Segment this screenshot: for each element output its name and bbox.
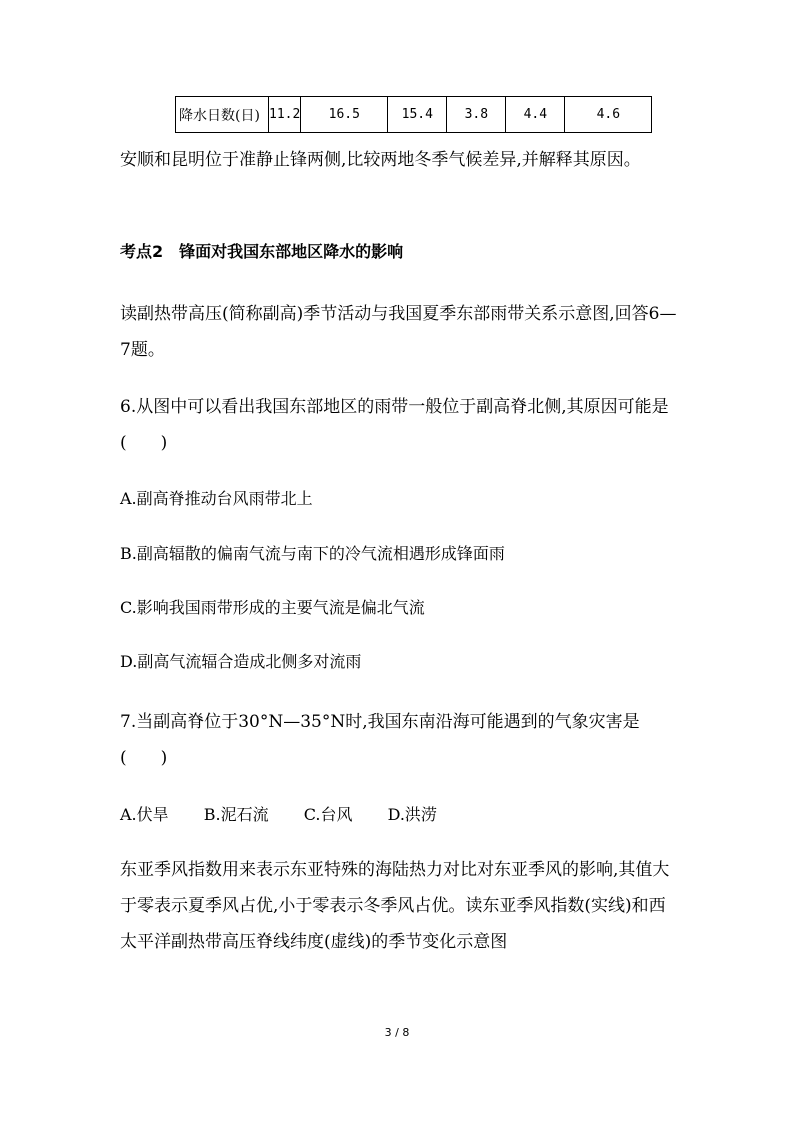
question-anshun: 安顺和昆明位于准静止锋两侧,比较两地冬季气候差异,并解释其原因。 [120, 150, 641, 170]
question-6-option-b: B.副高辐散的偏南气流与南下的冷气流相遇形成锋面雨 [120, 544, 505, 563]
monsoon-intro: 东亚季风指数用来表示东亚特殊的海陆热力对比对东亚季风的影响,其值大于零表示夏季风占优,小于零表示冬季风占优。读东亚季风指数(实线)和西太平洋副热带高压脊线纬度(虚线)的季节变化示意图 [120, 860, 670, 952]
table-row-label: 降水日数(日) [176, 97, 269, 133]
page-number: 3 / 8 [384, 1026, 410, 1039]
table-row [176, 97, 652, 133]
question-6-option-d: D.副高气流辐合造成北侧多对流雨 [120, 652, 362, 671]
question-6-stem: 6.从图中可以看出我国东部地区的雨带一般位于副高脊北侧,其原因可能是 ( ) [120, 397, 686, 453]
table-cell: 4.6 [565, 97, 652, 133]
table-cell: 3.8 [447, 97, 506, 133]
question-6-option-c: C.影响我国雨带形成的主要气流是偏北气流 [120, 598, 425, 617]
question-7-option-d: D.洪涝 [387, 805, 437, 824]
intro-6-7: 读副热带高压(简称副高)季节活动与我国夏季东部雨带关系示意图,回答6—7题。 [120, 304, 677, 360]
section-heading: 考点2 锋面对我国东部地区降水的影响 [120, 242, 404, 261]
question-7-option-b: B.泥石流 [203, 805, 269, 824]
table-cell: 15.4 [388, 97, 447, 133]
precipitation-days-table [175, 96, 652, 133]
question-7-stem: 7.当副高脊位于30°N—35°N时,我国东南沿海可能遇到的气象灾害是 ( ) [120, 712, 657, 768]
question-7-options [120, 801, 467, 829]
table-cell: 16.5 [301, 97, 388, 133]
question-6-option-a: A.副高脊推动台风雨带北上 [120, 489, 313, 508]
table-cell: 11.2 [269, 97, 301, 133]
question-7-option-a: A.伏旱 [120, 805, 169, 824]
table-cell: 4.4 [506, 97, 565, 133]
question-7-option-c: C.台风 [303, 805, 353, 824]
